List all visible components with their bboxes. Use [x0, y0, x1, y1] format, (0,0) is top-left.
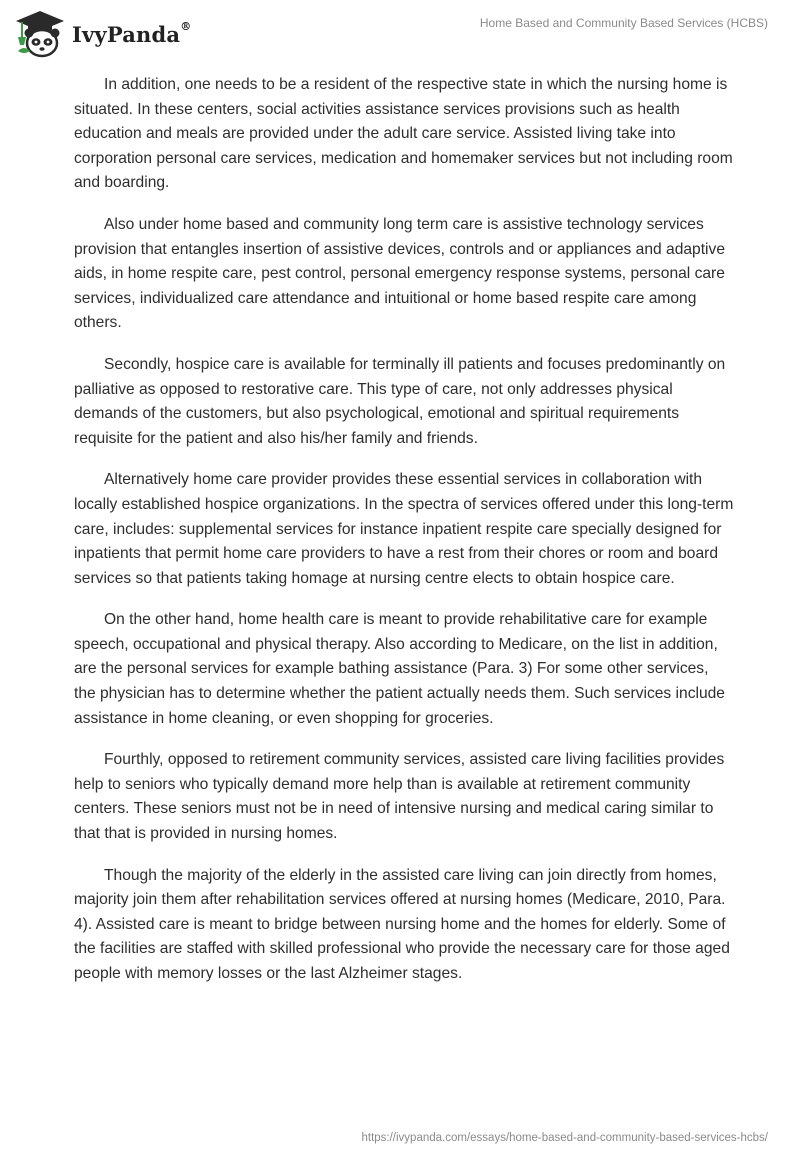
paragraph: Secondly, hospice care is available for terminally ill patients and focuses predominantly on palliative as opposed to restorative care. This type of care, not only addresses physical demands of the customers, but also psychological, emotional and spiritual requirements requisite for the patient and also his/her family and friends.: [74, 355, 726, 447]
registered-mark: ®: [180, 19, 192, 33]
page-header: [0, 0, 800, 70]
ivypanda-logo[interactable]: [14, 9, 191, 59]
essay-body: [74, 73, 734, 1004]
brand-name: IvyPanda®: [72, 19, 192, 47]
source-url[interactable]: https://ivypanda.com/essays/home-based-and-community-based-services-hcbs/: [361, 1132, 768, 1144]
paragraph: In addition, one needs to be a resident of the respective state in which the nursing home is situated. In these centers, social activities assistance services provisions such as health education and meals are provided under the adult care service. Assisted living take into corporation personal care services, medication and homemaker services but not including room and boarding.: [74, 76, 733, 192]
paragraph: On the other hand, home health care is meant to provide rehabilitative care for example speech, occupational and physical therapy. Also according to Medicare, on the list in addition, are the personal services for example bathing assistance (Para. 3) For some other services, the physician has to determine whether the patient actually needs them. Such services include assistance in home cleaning, or even shopping for groceries.: [74, 611, 725, 727]
paragraph: Though the majority of the elderly in the assisted care living can join directly from homes, majority join them after rehabilitation services offered at nursing homes (Medicare, 2010, Para. 4). Assisted care is meant to bridge between nursing home and the homes for elderly. Some of the facilities are staffed with skilled professional who provide the necessary care for those aged people with memory losses or the last Alzheimer stages.: [74, 866, 730, 982]
paragraph: Alternatively home care provider provides these essential services in collaboration with locally established hospice organizations. In the spectra of services offered under this long-term care, includes: supplemental services for instance inpatient respite care specially designed for inpatients that permit home care providers to have a rest from their chores or room and board services so that patients taking homage at nursing centre elects to obtain hospice care.: [74, 471, 734, 587]
paragraph: Fourthly, opposed to retirement community services, assisted care living facilities provides help to seniors who typically demand more help than is available at retirement community centers. These seniors must not be in need of intensive nursing and medical caring similar to that that is provided in nursing homes.: [74, 751, 725, 843]
document-title: Home Based and Community Based Services (HCBS): [479, 16, 768, 30]
paragraph: Also under home based and community long term care is assistive technology services provision that entangles insertion of assistive devices, controls and or appliances and adaptive aids, in home respite care, pest control, personal emergency response systems, personal care services, individualized care attendance and intuitional or home based respite care among others.: [74, 215, 725, 332]
panda-graduate-icon: [14, 9, 66, 59]
